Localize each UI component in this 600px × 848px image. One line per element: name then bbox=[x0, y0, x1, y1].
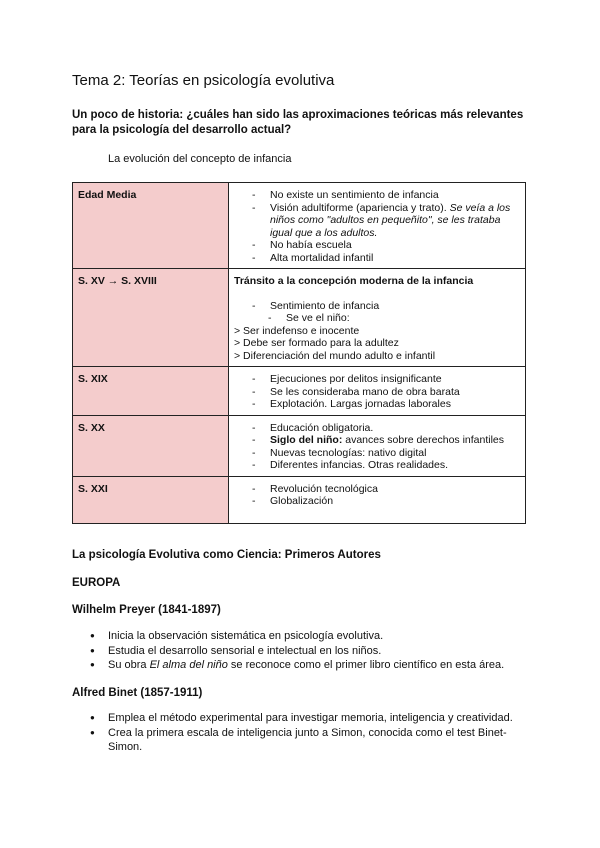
list-item-text: avances sobre derechos infantiles bbox=[345, 434, 505, 446]
era-cell: Edad Media bbox=[73, 183, 229, 269]
table-row bbox=[73, 183, 526, 269]
dash-list bbox=[234, 373, 520, 411]
dash-list bbox=[234, 422, 520, 472]
table-row bbox=[73, 367, 526, 416]
list-item: - Ejecuciones por delitos insignificante bbox=[250, 373, 520, 386]
list-item: - Se les consideraba mano de obra barata bbox=[250, 386, 520, 399]
era-cell: S. XIX bbox=[73, 367, 229, 416]
list-item: ● Inicia la observación sistemática en psicología evolutiva. bbox=[72, 629, 532, 644]
author-name: Alfred Binet (1857-1911) bbox=[72, 687, 203, 699]
region-heading: EUROPA bbox=[72, 577, 121, 589]
book-title: El alma del niño bbox=[149, 659, 228, 671]
list-item bbox=[250, 434, 520, 447]
list-item: - Diferentes infancias. Otras realidades. bbox=[250, 459, 520, 472]
list-item-bold: Siglo del niño: bbox=[270, 434, 343, 446]
table-row bbox=[73, 269, 526, 367]
list-item: ● Estudia el desarrollo sensorial e intelectual en los niños. bbox=[72, 644, 532, 659]
table-row bbox=[73, 415, 526, 476]
content-cell bbox=[229, 183, 526, 269]
sub-item: > Diferenciación del mundo adulto e infantil bbox=[234, 349, 436, 362]
sub-item: > Ser indefenso e inocente bbox=[234, 324, 360, 337]
list-item: - Revolución tecnológica bbox=[250, 483, 520, 496]
list-item: - No había escuela bbox=[250, 239, 520, 252]
list-item-italic: Se veía a los niños como "adultos en pequeñito", se les trataba igual que a los adultos. bbox=[270, 201, 511, 239]
list-item: - Educación obligatoria. bbox=[250, 422, 520, 435]
dash-list bbox=[234, 300, 520, 313]
era-cell: S. XX bbox=[73, 415, 229, 476]
list-item: - Globalización bbox=[250, 495, 520, 508]
content-cell bbox=[229, 415, 526, 476]
dash-list bbox=[234, 312, 520, 325]
author-bullets bbox=[72, 711, 532, 755]
list-item-text: Visión adultiforme (apariencia y trato). bbox=[270, 201, 450, 214]
cell-heading: Tránsito a la concepción moderna de la infancia bbox=[234, 275, 474, 287]
table-row bbox=[73, 476, 526, 523]
list-item: - Sentimiento de infancia bbox=[250, 300, 520, 313]
dash-list bbox=[234, 189, 520, 264]
list-item: ● Emplea el método experimental para investigar memoria, inteligencia y creatividad. bbox=[72, 711, 532, 726]
list-item: - Nuevas tecnologías: nativo digital bbox=[250, 447, 520, 460]
list-item-text: Su obra bbox=[108, 659, 150, 671]
list-item: - Se ve el niño: bbox=[266, 312, 520, 325]
list-item: ● Crea la primera escala de inteligencia junto a Simon, conocida como el test Binet-Simon. bbox=[72, 726, 532, 755]
dash-list bbox=[234, 483, 520, 508]
table-caption: La evolución del concepto de infancia bbox=[108, 153, 292, 165]
content-cell bbox=[229, 476, 526, 523]
list-item bbox=[72, 658, 532, 673]
list-item: - Alta mortalidad infantil bbox=[250, 252, 520, 265]
era-cell: S. XXI bbox=[73, 476, 229, 523]
section-heading: La psicología Evolutiva como Ciencia: Primeros Autores bbox=[72, 549, 381, 561]
author-bullets bbox=[72, 629, 532, 673]
sub-item: > Debe ser formado para la adultez bbox=[234, 337, 399, 349]
content-cell bbox=[229, 269, 526, 367]
infancy-history-table bbox=[72, 182, 526, 524]
page-title: Tema 2: Teorías en psicología evolutiva bbox=[72, 72, 335, 89]
list-item-text: se reconoce como el primer libro científico en esta área. bbox=[227, 659, 505, 671]
list-item: - Explotación. Largas jornadas laborales bbox=[250, 398, 520, 411]
list-item: - No existe un sentimiento de infancia bbox=[250, 189, 520, 202]
section-subtitle: Un poco de historia: ¿cuáles han sido las aproximaciones teóricas más relevantes para la psicología del desarrollo actual? bbox=[72, 109, 524, 136]
author-name: Wilhelm Preyer (1841-1897) bbox=[72, 604, 221, 616]
list-item bbox=[250, 202, 520, 240]
content-cell bbox=[229, 367, 526, 416]
era-cell: S. XV → S. XVIII bbox=[73, 269, 229, 367]
